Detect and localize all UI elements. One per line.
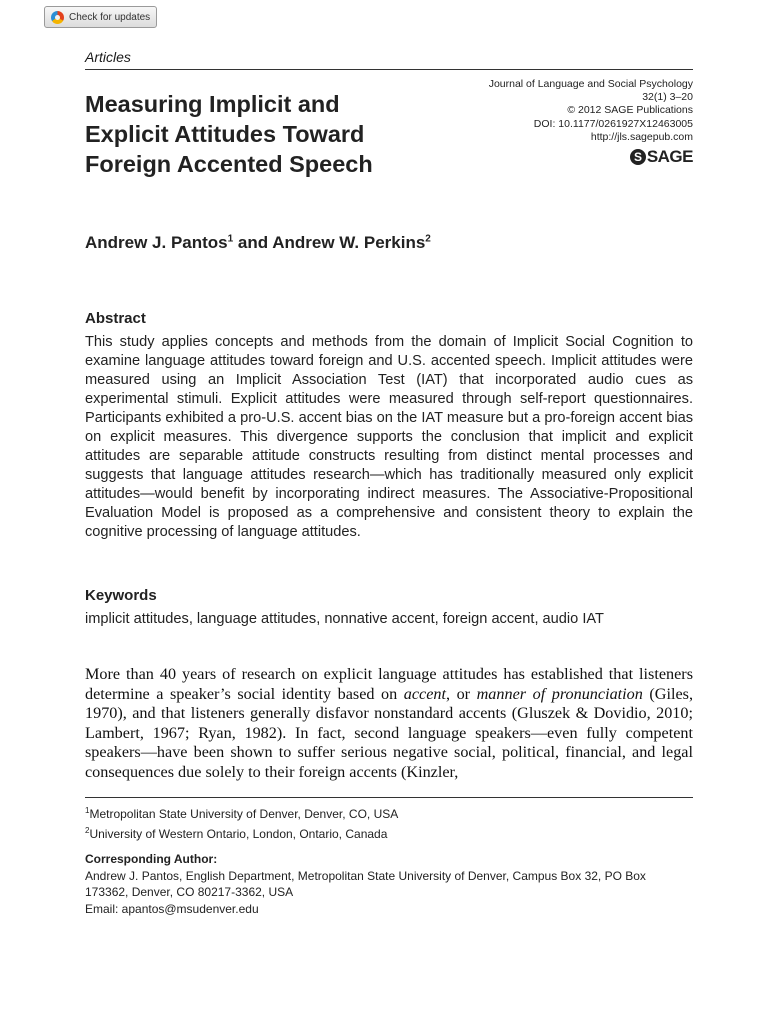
- crossmark-icon: [51, 11, 64, 24]
- affiliation-marker: 1: [85, 806, 90, 815]
- sage-logo-icon: S: [630, 149, 646, 165]
- keywords-heading: Keywords: [85, 587, 157, 604]
- abstract-heading: Abstract: [85, 310, 146, 327]
- sage-logo: [600, 147, 693, 167]
- body-text-run: More than 40 years of research on explicit language attitudes has established that listeners determine a speaker’s social identity based on: [85, 665, 693, 703]
- corresponding-address: Andrew J. Pantos, English Department, Metropolitan State University of Denver, Campus Box 32, PO Box: [85, 868, 646, 883]
- author-separator: and: [233, 233, 273, 252]
- check-for-updates-button[interactable]: [44, 6, 157, 28]
- body-emphasis: manner of pronunciation: [476, 684, 643, 703]
- corresponding-author: [85, 851, 705, 917]
- journal-issue: 32(1) 3–20: [642, 91, 693, 104]
- affiliation-marker: 2: [85, 825, 90, 835]
- header-rule: [85, 69, 693, 70]
- footnote-rule: [85, 797, 693, 798]
- affiliation-item: [85, 803, 398, 823]
- body-text-run: , or: [446, 684, 477, 703]
- keywords-text: implicit attitudes, language attitudes, nonnative accent, foreign accent, audio IAT: [85, 611, 604, 627]
- title-line: Explicit Attitudes Toward: [85, 121, 365, 147]
- abstract-text: This study applies concepts and methods from the domain of Implicit Social Cognition to examine language attitudes toward foreign and U.S. accented speech. Implicit attitudes were measured using an Implicit Association Test (IAT) that incorporated audio cues as experimental stimuli. Explicit attitudes were measured through self-report questionnaires. Participants exhibited a pro-U.S. accent bias on the IAT measure but a pro-foreign accent bias on explicit measures. This divergence supports the conclusion that implicit and explicit attitudes are separable attitude constructs resulting from distinct mental processes and suggests that language attitudes research—which has traditionally measured only explicit attitudes—would benefit by incorporating indirect measures. The Associative-Propositional Evaluation Model is proposed as a comprehensive and consistent theory to explain the cognitive processing of language attitudes.: [85, 334, 693, 540]
- journal-copyright: © 2012 SAGE Publications: [567, 104, 693, 117]
- sage-logo-text: SAGE: [646, 147, 693, 166]
- author-affiliation-marker: 2: [425, 233, 431, 245]
- corresponding-email[interactable]: Email: apantos@msudenver.edu: [85, 901, 259, 916]
- affiliation-text: University of Western Ontario, London, Ontario, Canada: [89, 826, 388, 841]
- author-name: Andrew J. Pantos: [85, 233, 228, 252]
- affiliation-item: [85, 823, 398, 843]
- affiliations: [85, 803, 398, 842]
- section-label: Articles: [85, 49, 131, 65]
- body-emphasis: accent: [403, 684, 446, 703]
- journal-info: [430, 78, 693, 144]
- corresponding-address: 173362, Denver, CO 80217-3362, USA: [85, 885, 294, 899]
- author-name: Andrew W. Perkins: [272, 233, 426, 252]
- journal-url[interactable]: http://jls.sagepub.com: [590, 130, 693, 143]
- corresponding-heading: Corresponding Author:: [85, 852, 218, 866]
- journal-doi: DOI: 10.1177/0261927X12463005: [533, 117, 693, 130]
- article-title: [85, 89, 465, 179]
- journal-name: Journal of Language and Social Psychology: [488, 78, 693, 90]
- title-line: Measuring Implicit and: [85, 91, 340, 117]
- title-line: Foreign Accented Speech: [85, 151, 373, 177]
- check-for-updates-label: Check for updates: [69, 11, 151, 23]
- affiliation-text: Metropolitan State University of Denver, Denver, CO, USA: [89, 807, 399, 821]
- body-text-run: (Giles, 1970), and that listeners generally disfavor nonstandard accents (Gluszek & Dovidio, 2010; Lambert, 1967; Ryan, 1982). In fact, second language speakers—even fully competent speakers—have been shown to suffer serious negative social, political, financial, and legal consequences due solely to their foreign accents (Kinzler,: [85, 684, 694, 781]
- body-paragraph: [85, 665, 693, 782]
- author-affiliation-marker: 1: [227, 233, 234, 245]
- author-list: [85, 233, 431, 253]
